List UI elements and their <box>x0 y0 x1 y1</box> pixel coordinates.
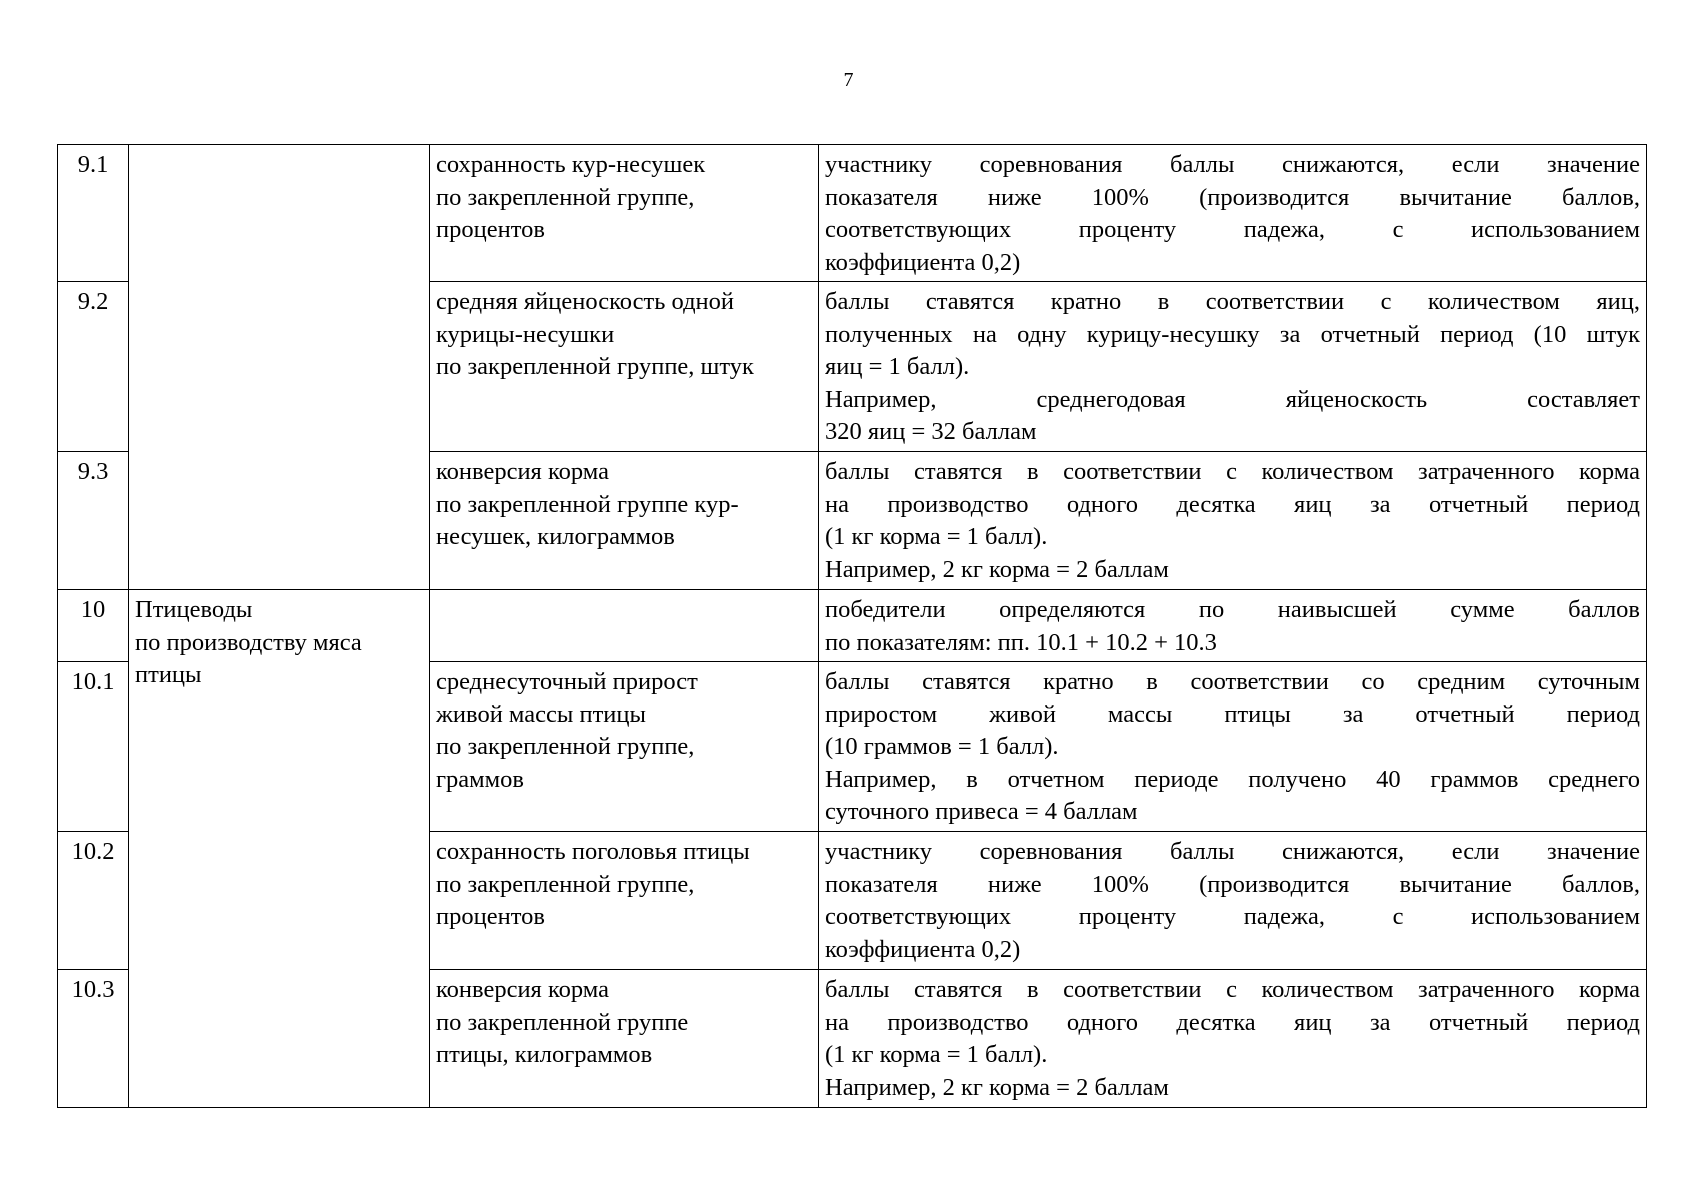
category-cell <box>129 145 430 590</box>
indicator-cell <box>430 282 819 452</box>
indicator-line: птицы, килограммов <box>436 1041 653 1068</box>
indicator-line: по закрепленной группе кур- <box>436 490 739 518</box>
description-cell <box>819 145 1647 282</box>
description-line: (1 кг корма = 1 балл). <box>825 523 1048 550</box>
description-cell <box>819 452 1647 590</box>
indicator-line: среднесуточный прирост <box>436 668 698 695</box>
indicator-line: курицы-несушки <box>436 320 615 348</box>
row-number: 9.1 <box>58 145 129 282</box>
row-number: 10.2 <box>58 832 129 970</box>
description-line: участнику соревнования баллы снижаются, если значение <box>825 151 1640 178</box>
indicator-line: процентов <box>436 216 545 243</box>
row-number: 9.2 <box>58 282 129 452</box>
description-line: 320 яиц = 32 баллам <box>825 418 1037 445</box>
description-line: баллы ставятся в соответствии с количеством затраченного корма <box>825 458 1640 485</box>
description-cell <box>819 970 1647 1108</box>
description-line: участнику соревнования баллы снижаются, если значение <box>825 838 1640 865</box>
description-line: (1 кг корма = 1 балл). <box>825 1041 1048 1068</box>
description-line: на производство одного десятка яиц за отчетный период <box>825 490 1640 518</box>
description-line: приростом живой массы птицы за отчетный период <box>825 700 1640 728</box>
description-line: Например, 2 кг корма = 2 баллам <box>825 1073 1169 1101</box>
category-line: Птицеводы <box>135 596 253 623</box>
indicator-line: сохранность поголовья птицы <box>436 838 750 865</box>
indicator-line: живой массы птицы <box>436 700 646 728</box>
description-line: баллы ставятся кратно в соответствии со средним суточным <box>825 668 1640 695</box>
indicator-line: несушек, килограммов <box>436 523 675 550</box>
description-line: баллы ставятся кратно в соответствии с количеством яиц, <box>825 288 1640 315</box>
description-line: Например, среднегодовая яйценоскость составляет <box>825 385 1640 413</box>
row-number: 10.1 <box>58 662 129 832</box>
indicator-line: по закрепленной группе, штук <box>436 353 754 380</box>
criteria-table <box>57 144 1647 1108</box>
description-line: Например, 2 кг корма = 2 баллам <box>825 555 1169 583</box>
description-line: баллы ставятся в соответствии с количеством затраченного корма <box>825 976 1640 1003</box>
indicator-cell <box>430 452 819 590</box>
row-number: 10 <box>58 590 129 662</box>
indicator-line: конверсия корма <box>436 976 609 1003</box>
indicator-line: по закрепленной группе, <box>436 183 695 211</box>
description-line: победители определяются по наивысшей сумме баллов <box>825 596 1640 623</box>
indicator-cell <box>430 970 819 1108</box>
indicator-line: граммов <box>436 765 524 793</box>
indicator-cell <box>430 590 819 662</box>
indicator-line: сохранность кур-несушек <box>436 151 706 178</box>
indicator-cell <box>430 145 819 282</box>
description-line: на производство одного десятка яиц за отчетный период <box>825 1008 1640 1036</box>
description-line: показателя ниже 100% (производится вычитание баллов, <box>825 183 1640 211</box>
category-cell <box>129 590 430 1108</box>
description-cell <box>819 662 1647 832</box>
description-line: коэффициента 0,2) <box>825 935 1021 963</box>
description-cell <box>819 282 1647 452</box>
indicator-line: процентов <box>436 903 545 930</box>
indicator-line: по закрепленной группе, <box>436 733 695 760</box>
table-row <box>58 590 1647 662</box>
description-line: соответствующих проценту падежа, с использованием <box>825 216 1640 243</box>
category-line: птицы <box>135 661 202 688</box>
indicator-line: конверсия корма <box>436 458 609 485</box>
description-line: яиц = 1 балл). <box>825 353 970 380</box>
indicator-cell <box>430 832 819 970</box>
description-line: (10 граммов = 1 балл). <box>825 733 1059 760</box>
description-line: показателя ниже 100% (производится вычитание баллов, <box>825 870 1640 898</box>
indicator-line: по закрепленной группе <box>436 1008 689 1036</box>
category-line: по производству мяса <box>135 628 362 656</box>
description-line: соответствующих проценту падежа, с использованием <box>825 903 1640 930</box>
indicator-cell <box>430 662 819 832</box>
table-row <box>58 145 1647 282</box>
indicator-line: средняя яйценоскость одной <box>436 288 735 315</box>
row-number: 9.3 <box>58 452 129 590</box>
description-line: полученных на одну курицу-несушку за отчетный период (10 штук <box>825 320 1640 348</box>
description-cell <box>819 832 1647 970</box>
description-line: Например, в отчетном периоде получено 40 граммов среднего <box>825 765 1640 793</box>
page-number: 7 <box>843 69 854 91</box>
description-line: по показателям: пп. 10.1 + 10.2 + 10.3 <box>825 628 1217 656</box>
indicator-line: по закрепленной группе, <box>436 870 695 898</box>
description-line: суточного привеса = 4 баллам <box>825 798 1138 825</box>
row-number: 10.3 <box>58 970 129 1108</box>
description-line: коэффициента 0,2) <box>825 248 1021 276</box>
description-cell <box>819 590 1647 662</box>
